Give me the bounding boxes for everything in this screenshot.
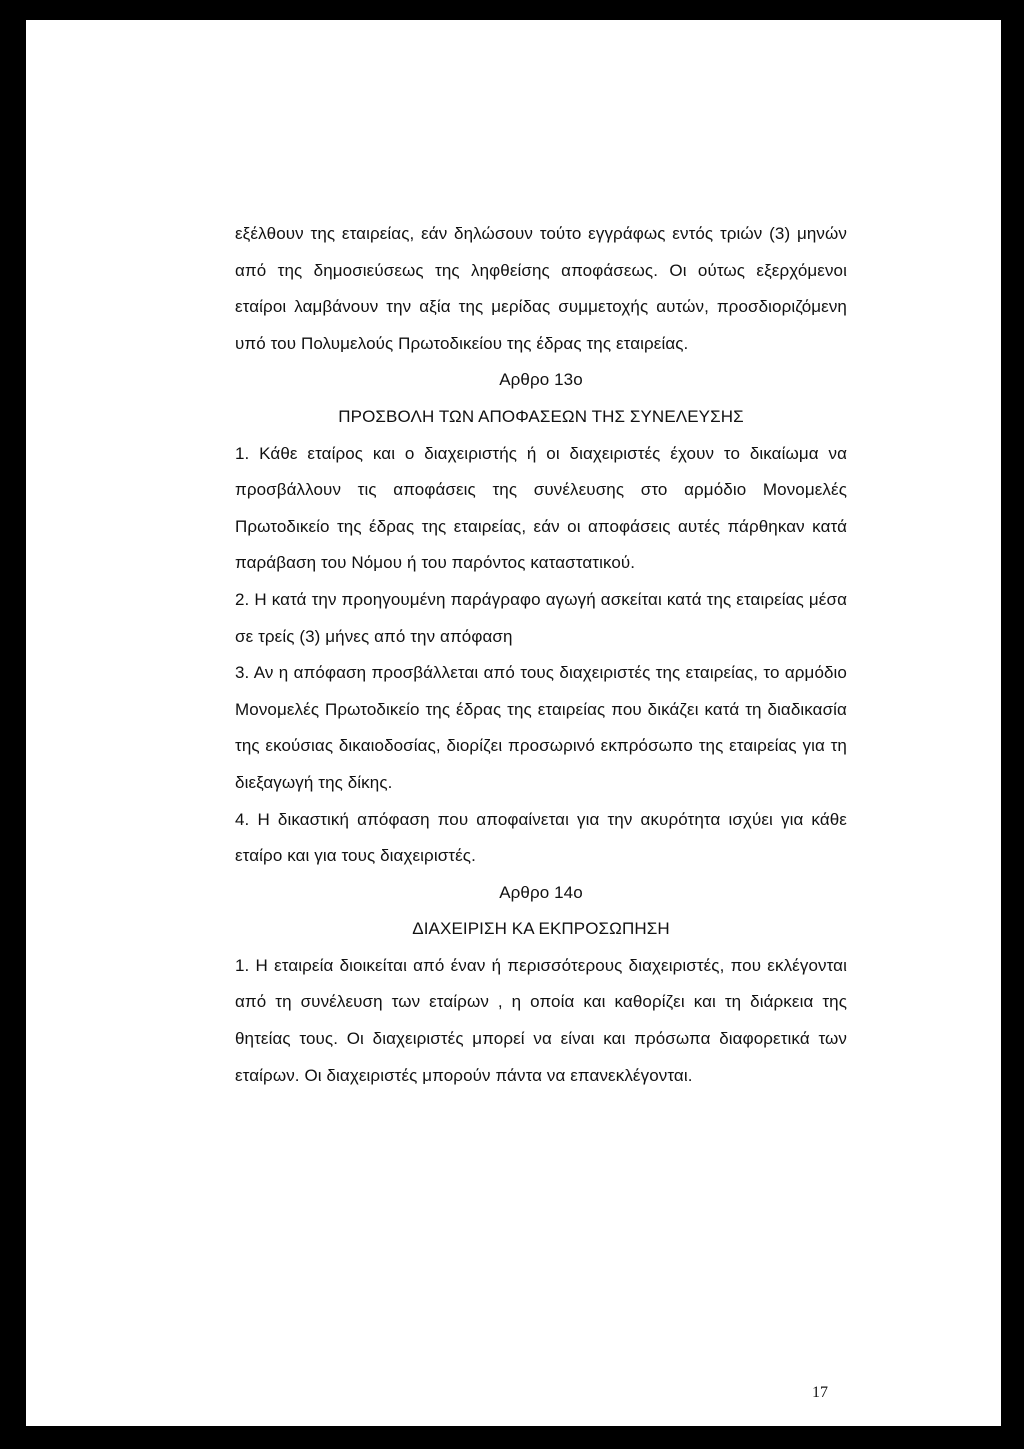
article-13-paragraph-4: 4. Η δικαστική απόφαση που αποφαίνεται για την ακυρότητα ισχύει για κάθε εταίρο και για τους διαχειριστές. xyxy=(235,809,847,866)
article-13-paragraph-2: 2. Η κατά την προηγουμένη παράγραφο αγωγή ασκείται κατά της εταιρείας μέσα σε τρείς (3) μήνες από την απόφαση xyxy=(235,589,847,646)
document-page xyxy=(26,20,1001,1426)
continuation-paragraph: εξέλθουν της εταιρείας, εάν δηλώσουν τούτο εγγράφως εντός τριών (3) μηνών από της δημοσιεύσεως της ληφθείσης αποφάσεως. Οι ούτως εξερχόμενοι εταίροι λαμβάνουν την αξία της μερίδας συμμετοχής αυτών, προσδιοριζόμενη υπό του Πολυμελούς Πρωτοδικείου της έδρας της εταιρείας. xyxy=(235,224,847,353)
article-13-paragraph-3: 3. Αν η απόφαση προσβάλλεται από τους διαχειριστές της εταιρείας, το αρμόδιο Μονομελές Πρωτοδικείο της έδρας της εταιρείας που δικάζει κατά τη διαδικασία της εκούσιας δικαιοδοσίας, διορίζει προσωρινό εκπρόσωπο της εταιρείας για τη διεξαγωγή της δίκης. xyxy=(235,663,847,792)
article-14-paragraph-1: 1. Η εταιρεία διοικείται από έναν ή περισσότερους διαχειριστές, που εκλέγονται από τη συνέλευση των εταίρων , η οποία και καθορίζει και τη διάρκεια της θητείας τους. Οι διαχειριστές μπορεί να είναι και πρόσωπα διαφορετικά των εταίρων. Οι διαχειριστές μπορούν πάντα να επανεκλέγονται. xyxy=(235,955,847,1085)
article-13-title: ΠΡΟΣΒΟΛΗ ΤΩΝ ΑΠΟΦΑΣΕΩΝ ΤΗΣ ΣΥΝΕΛΕΥΣΗΣ xyxy=(338,406,744,426)
document-body xyxy=(235,216,847,1094)
article-14-number: Αρθρο 14ο xyxy=(499,882,583,902)
page-number: 17 xyxy=(812,1384,828,1401)
article-13-number: Αρθρο 13ο xyxy=(499,370,583,390)
article-13-paragraph-1: 1. Κάθε εταίρος και ο διαχειριστής ή οι διαχειριστές έχουν το δικαίωμα να προσβάλλουν τις αποφάσεις της συνέλευσης στο αρμόδιο Μονομελές Πρωτοδικείο της έδρας της εταιρείας, εάν οι αποφάσεις αυτές πάρθηκαν κατά παράβαση του Νόμου ή του παρόντος καταστατικού. xyxy=(235,443,847,573)
article-14-title: ΔΙΑΧΕΙΡΙΣΗ ΚΑ ΕΚΠΡΟΣΩΠΗΣΗ xyxy=(412,919,670,939)
